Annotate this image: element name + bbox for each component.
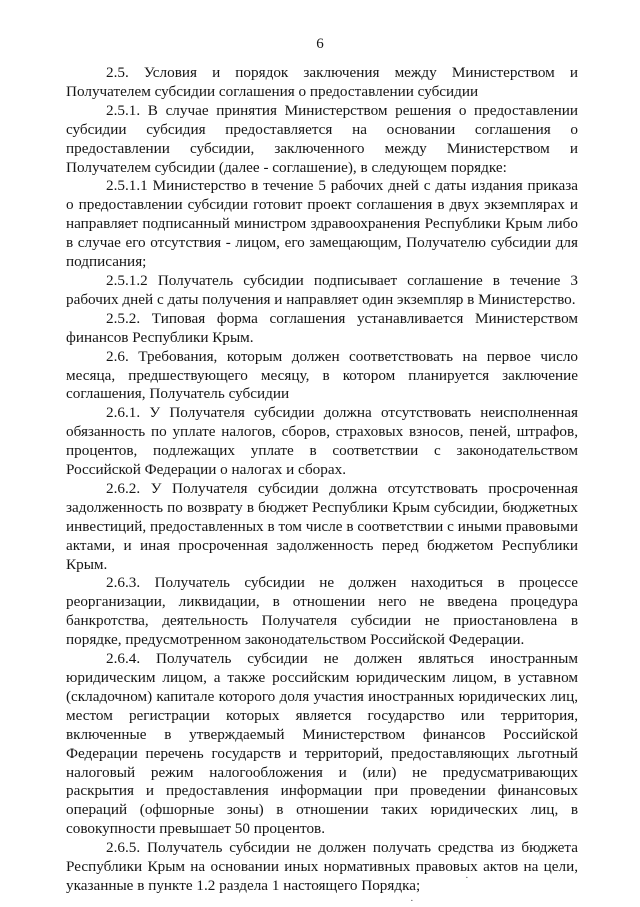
paragraph-2-5-1-2: 2.5.1.2 Получатель субсидии подписывает соглашение в течение 3 рабочих дней с даты получения и направляет один экземпляр в Министерство.: [66, 271, 578, 308]
paragraph-2-6-4: 2.6.4. Получатель субсидии не должен являться иностранным юридическим лицом, а также российским юридическим лицом, в уставном (складочном) капитале которого доля участия иностранных юридических лиц, местом регистрации которых является государство или территория, включенные в утверждаемый Министерством финансов Российской Федерации перечень государств и территорий, предоставляющих льготный налоговый режим налогообложения и (или) не предусматривающих раскрытия и предоставления информации при проведении финансовых операций (офшорные зоны) в отношении таких юридических лиц, в совокупности превышает 50 процентов.: [66, 650, 578, 838]
paragraph-2-6-2: 2.6.2. У Получателя субсидии должна отсутствовать просроченная задолженность по возврату в бюджет Республики Крым субсидии, бюджетных инвестиций, предоставленных в том числе в соответствии с иными правовыми актами, и иная просроченная задолженность перед бюджетом Республики Крым.: [66, 479, 578, 573]
scan-speck: ·: [410, 895, 414, 907]
paragraph-2-6-1: 2.6.1. У Получателя субсидии должна отсутствовать неисполненная обязанность по уплате налогов, сборов, страховых взносов, пеней, штрафов, процентов, подлежащих уплате в соответствии с законодательством Российской Федерации о налогах и сборах.: [66, 404, 578, 479]
scan-speck: ·: [465, 872, 469, 884]
paragraph-2-5: 2.5. Условия и порядок заключения между Министерством и Получателем субсидии соглашения о предоставлении субсидии: [66, 64, 578, 100]
paragraph-2-6: 2.6. Требования, которым должен соответствовать на первое число месяца, предшествующего месяцу, в котором планируется заключение соглашения, Получатель субсидии: [66, 347, 578, 403]
paragraph-2-5-1: 2.5.1. В случае принятия Министерством решения о предоставлении субсидии субсидия предоставляется на основании соглашения о предоставлении субсидии, заключенного между Министерством и Получателем субсидии (далее - соглашение), в следующем порядке:: [66, 101, 578, 176]
paragraph-2-5-1-1: 2.5.1.1 Министерство в течение 5 рабочих дней с даты издания приказа о предоставлении субсидии готовит проект соглашения в двух экземплярах и направляет подписанный министром здравоохранения Республики Крым либо в случае его отсутствия - лицом, его замещающим, Получателю субсидии для подписания;: [66, 177, 578, 271]
paragraph-2-6-3: 2.6.3. Получатель субсидии не должен находиться в процессе реорганизации, ликвидации, в отношении него не введена процедура банкротства, деятельность Получателя субсидии не приостановлена в порядке, предусмотренном законодательством Российской Федерации.: [66, 574, 578, 649]
document-body: [66, 64, 578, 896]
paragraph-2-6-5: 2.6.5. Получатель субсидии не должен получать средства из бюджета Республики Крым на основании иных нормативных правовых актов на цели, указанные в пункте 1.2 раздела 1 настоящего Порядка;: [66, 839, 578, 894]
page-number: 6: [316, 36, 324, 52]
paragraph-2-5-2: 2.5.2. Типовая форма соглашения устанавливается Министерством финансов Республики Крым.: [66, 309, 578, 346]
